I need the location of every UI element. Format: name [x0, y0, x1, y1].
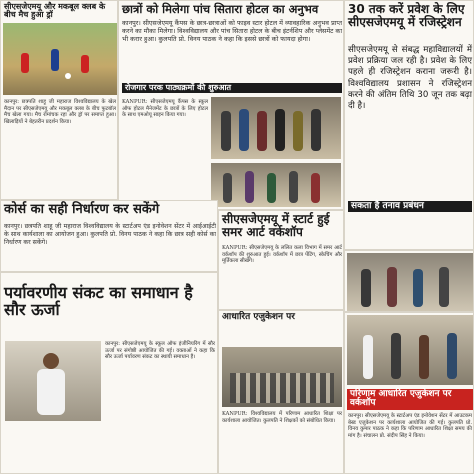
- clip-solar-energy: [0, 272, 218, 474]
- clip-subhead: रोजगार परक पाठ्यक्रमों की शुरुआत: [122, 83, 342, 93]
- clip-headline: परिणाम आधारित एजुकेशन पर वर्कशॉप: [347, 389, 473, 410]
- clip-headline: पर्यावरणीय संकट का समाधान है सौर ऊर्जा: [4, 283, 193, 319]
- clip-summer-art-workshop: [218, 210, 344, 310]
- clip-body: कानपुर: छत्रपति शाहू जी महाराज विश्वविद्यालय के खेल मैदान पर सीएसजेएमयू और मकबूल क्लब के बीच फुटबॉल मैच खेला गया। मैच रोमांचक रहा और ड्रॉ पर समाप्त हुआ। खिलाड़ियों ने बेहतरीन प्रदर्शन किया।: [4, 99, 116, 125]
- clip-hotel-experience: [118, 0, 344, 210]
- clip-body: KANPUR: सीएसजेएमयू के ललित कला विभाग में समर आर्ट वर्कशॉप की शुरुआत हुई। वर्कशॉप में छात्र पेंटिंग, स्केचिंग और मूर्तिकला सीखेंगे।: [222, 245, 342, 264]
- clip-headline: छात्रों को मिलेगा पांच सितारा होटल का अनुभव: [122, 2, 319, 16]
- clip-course-selection: [0, 200, 218, 272]
- clip-registration: [344, 0, 474, 250]
- clip-dateline: KANPUR: सीएसजेएमयू कैंपस के स्कूल ऑफ होटल मैनेजमेंट के छात्रों के लिए होटल के साथ एमओयू साइन किया गया।: [122, 99, 208, 118]
- workshop-photo: [347, 315, 473, 385]
- clip-headline: सीएसजेएमयू में स्टार्ट हुई समर आर्ट वर्कशॉप: [222, 212, 330, 239]
- clip-football-match: [0, 0, 118, 200]
- clip-headline: कोर्स का सही निर्धारण कर सकेंगे: [4, 202, 160, 217]
- workshop-audience-photo: [222, 347, 342, 407]
- clip-body: सीएसजेएमयू से संबद्ध महाविद्यालयों में प्रवेश प्रक्रिया जल रही है। प्रवेश के लिए पहले ही रजिस्ट्रेशन कराना जरूरी है। विश्वविद्यालय प्रशासन ने रजिस्ट्रेशन करने की अंतिम तिथि 30 जून तक बढ़ा दी है।: [348, 45, 472, 111]
- clip-stress-management: [344, 250, 474, 312]
- mou-signing-photo: [211, 97, 341, 159]
- clip-headline: सीएसजेएमयू और मकबूल क्लब के बीच मैच हुआ ड्रॉ: [4, 2, 106, 20]
- seminar-photo: [347, 253, 473, 311]
- clip-outcome-education-mid: [218, 310, 344, 474]
- clip-body: कानपुर। छत्रपति शाहू जी महाराज विश्वविद्यालय के स्टार्टअप एंड इनोवेशन सेंटर में आईआईटी के साथ कार्यशाला का आयोजन हुआ। कुलपति प्रो. विनय पाठक ने कहा कि छात्र सही कोर्स का निर्धारण कर सकेंगे।: [4, 223, 216, 246]
- speaker-photo: [5, 341, 101, 421]
- football-photo: [3, 23, 117, 95]
- clip-body: KANPUR: विश्वविद्यालय में परिणाम आधारित शिक्षा पर कार्यशाला आयोजित। कुलपति ने शिक्षकों को संबोधित किया।: [222, 411, 342, 424]
- clip-tagline: सकता है तनाव प्रबंधन: [348, 201, 472, 212]
- clip-body: कानपुर। सीएसजेएमयू के स्टार्टअप एंड इनोवेशन सेंटर में आउटकम बेस्ड एजुकेशन पर कार्यशाला आयोजित की गई। कुलपति प्रो. विनय कुमार पाठक ने कहा कि परिणाम आधारित शिक्षा समय की मांग है। संचालन प्रो. संदीप सिंह ने किया।: [348, 413, 472, 439]
- clip-outcome-education: [344, 312, 474, 474]
- group-photo: [211, 163, 341, 207]
- clip-byline: कानपुर। सीएसजेएमयू कैंपस के छात्र-छात्राओं को फाइव स्टार होटल में व्यावहारिक अनुभव प्राप्त करने का मौका मिलेगा। विश्वविद्यालय और पांच सितारा होटल के बीच इंटर्नशिप और प्लेसमेंट का भी करार हुआ। कुलपति प्रो. विनय पाठक ने कहा कि इससे छात्रों को फायदा होगा।: [122, 19, 342, 43]
- clip-body: कानपुर: सीएसजेएमयू के स्कूल ऑफ इंजीनियरिंग में सौर ऊर्जा पर संगोष्ठी आयोजित की गई। वक्ताओं ने कहा कि सौर ऊर्जा पर्यावरण संकट का स्थायी समाधान है।: [105, 341, 215, 360]
- clip-headline: आधारित एजुकेशन पर: [222, 312, 295, 322]
- clip-headline: 30 तक करें प्रवेश के लिए सीएसजेएमयू में रजिस्ट्रेशन: [348, 2, 465, 29]
